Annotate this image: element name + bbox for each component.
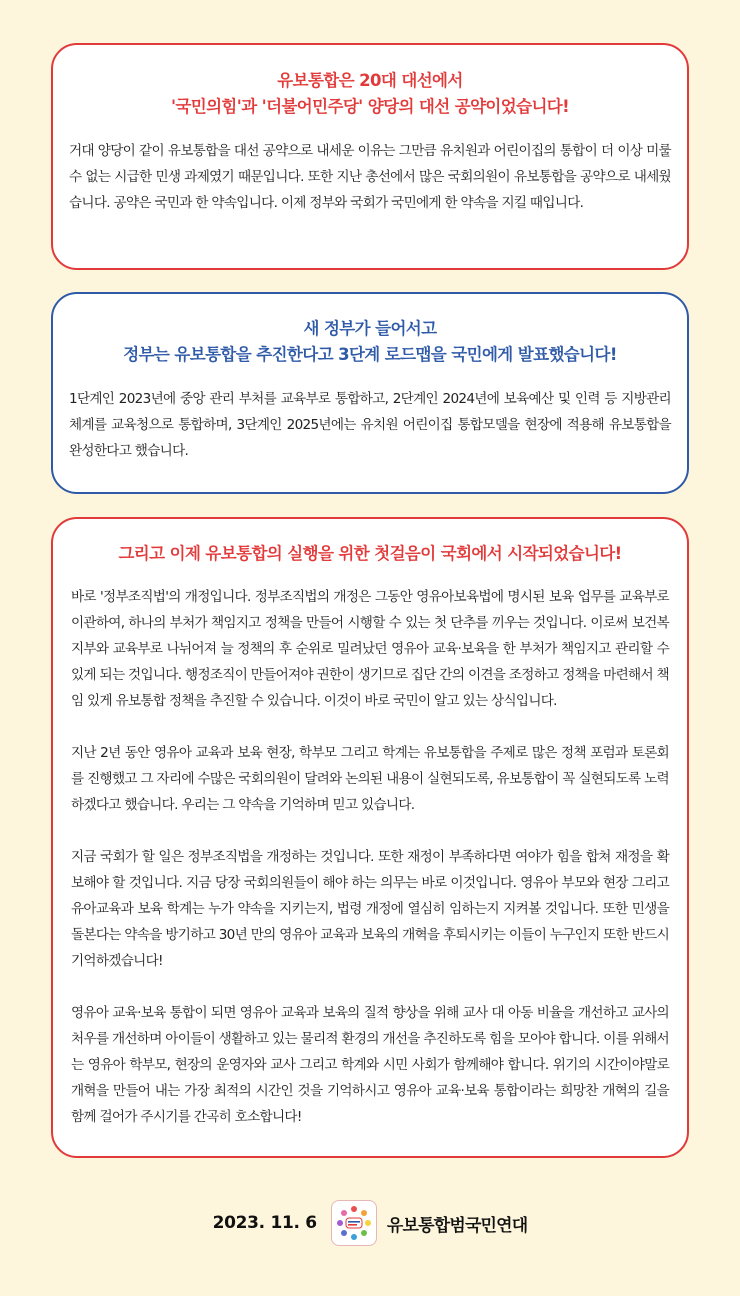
body-paragraph: 바로 '정부조직법'의 개정입니다. 정부조직법의 개정은 그동안 영유아보육법에 명시된 보육 업무를 교육부로 이관하여, 하나의 부처가 책임지고 정책을 만들어 시행할 수 있는 첫 단추를 끼우는 것입니다. 이로써 보건복지부와 교육부로 나뉘어져 늘 정책의 후 순위로 밀려났던 영유아 교육·보육을 한 부처가 책임지고 관리할 수 있게 되는 것입니다. 행정조직이 만들어져야 권한이 생기므로 집단 간의 이견을 조정하고 정책을 마련해서 책임 있게 유보통합 정책을 추진할 수 있습니다. 이것이 바로 국민이 알고 있는 상식입니다. — [71, 589, 669, 709]
statement-date: 2023. 11. 6 — [212, 1213, 317, 1233]
campaign-pledge-card — [51, 43, 689, 270]
national-assembly-card — [51, 517, 689, 1158]
organization-name: 유보통합범국민연대 — [386, 1215, 528, 1236]
campaign-pledge-paragraph: 거대 양당이 같이 유보통합을 대선 공약으로 내세운 이유는 그만큼 유치원과 어린이집의 통합이 더 이상 미룰 수 없는 시급한 민생 과제였기 때문입니다. 또한 지난 총선에서 많은 국회의원이 유보통합을 공약으로 내세웠습니다. 공약은 국민과 한 약속입니다. 이제 정부와 국회가 국민에게 한 약속을 지킬 때입니다. — [69, 143, 671, 211]
government-roadmap-paragraph: 1단계인 2023년에 중앙 관리 부처를 교육부로 통합하고, 2단계인 2024년에 보육예산 및 인력 등 지방관리 체계를 교육청으로 통합하며, 3단계인 2025년에는 유치원 어린이집 통합모델을 현장에 적용해 유보통합을 완성한다고 했습니다. — [69, 391, 671, 459]
title-line: 정부는 유보통합을 추진한다고 3단계 로드맵을 국민에게 발표했습니다! — [123, 345, 617, 364]
government-roadmap-title — [69, 316, 671, 368]
body-paragraph: 지난 2년 동안 영유아 교육과 보육 현장, 학부모 그리고 학계는 유보통합을 주제로 많은 정책 포럼과 토론회를 진행했고 그 자리에 수많은 국회의원이 달려와 논의된 내용이 실현되도록, 유보통합이 꼭 실현되도록 노력하겠다고 했습니다. 우리는 그 약속을 기억하며 믿고 있습니다. — [71, 745, 669, 813]
title-line: 유보통합은 20대 대선에서 — [277, 71, 463, 90]
body-paragraph: 지금 국회가 할 일은 정부조직법을 개정하는 것입니다. 또한 재정이 부족하다면 여야가 힘을 합쳐 재정을 확보해야 할 것입니다. 지금 당장 국회의원들이 해야 하는 의무는 바로 이것입니다. 영유아 부모와 현장 그리고 유아교육과 보육 학계는 누가 약속을 지키는지, 법령 개정에 열심히 임하는지 지켜볼 것입니다. 또한 민생을 돌본다는 약속을 방기하고 30년 만의 영유아 교육과 보육의 개혁을 후퇴시키는 이들이 누구인지 또한 반드시 기억하겠습니다! — [71, 849, 669, 969]
yubo-coalition-logo-icon — [331, 1200, 377, 1246]
signature-footer — [0, 1198, 740, 1248]
campaign-pledge-title — [69, 68, 671, 120]
title-line: '국민의힘'과 '더불어민주당' 양당의 대선 공약이었습니다! — [170, 97, 570, 116]
title-line: 그리고 이제 유보통합의 실행을 위한 첫걸음이 국회에서 시작되었습니다! — [118, 544, 622, 563]
title-line: 새 정부가 들어서고 — [303, 319, 437, 338]
national-assembly-title — [71, 541, 669, 567]
government-roadmap-card — [51, 292, 689, 494]
body-paragraph: 영유아 교육·보육 통합이 되면 영유아 교육과 보육의 질적 향상을 위해 교사 대 아동 비율을 개선하고 교사의 처우를 개선하며 아이들이 생활하고 있는 물리적 환경의 개선을 추진하도록 힘을 모아야 합니다. 이를 위해서는 영유아 학부모, 현장의 운영자와 교사 그리고 학계와 시민 사회가 함께해야 합니다. 위기의 시간이야말로 개혁을 만들어 내는 가장 최적의 시간인 것을 기억하시고 영유아 교육·보육 통합이라는 희망찬 개혁의 길을 함께 걸어가 주시기를 간곡히 호소합니다! — [71, 1005, 669, 1125]
